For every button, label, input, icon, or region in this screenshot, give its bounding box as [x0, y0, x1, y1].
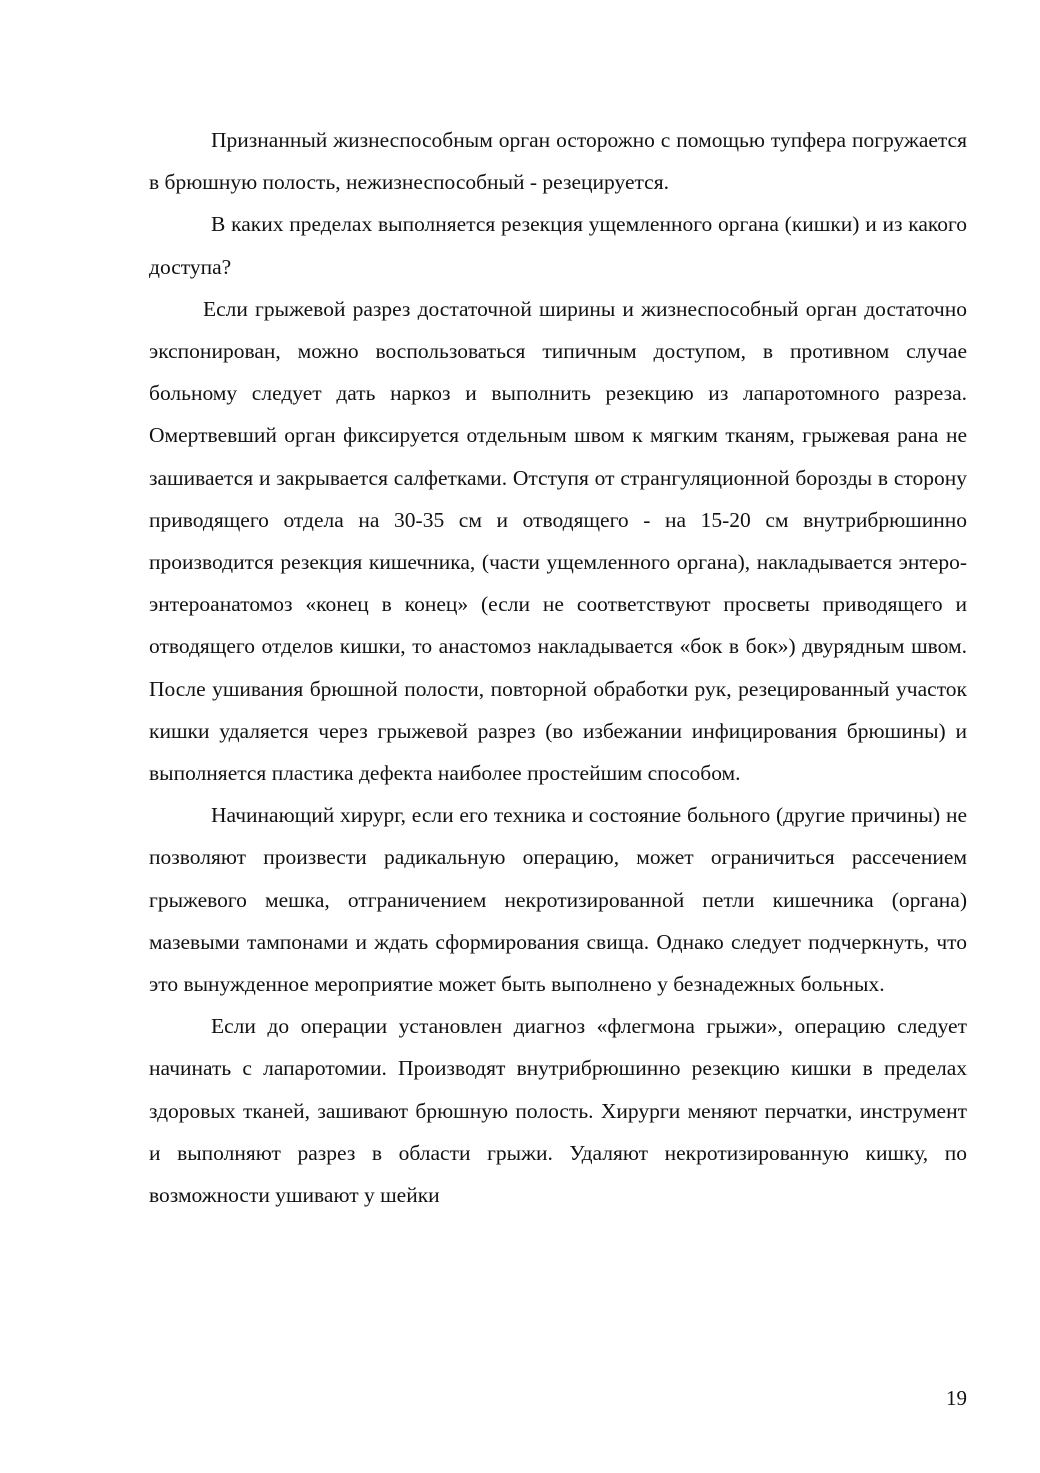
paragraph-hernia-phlegmon: Если до операции установлен диагноз «флегмона грыжи», операцию следует начинать с лапаротомии. Производят внутрибрюшинно резекцию кишки в пределах здоровых тканей, зашивают брюшную полость. Хирурги меняют перчатки, инструмент и выполняют разрез в области грыжи. Удаляют некротизированную кишку, по возможности ушивают у шейки: [149, 1014, 967, 1208]
paragraph-resection-technique: Если грыжевой разрез достаточной ширины и жизнеспособный орган достаточно экспонирован, можно воспользоваться типичным доступом, в противном случае больному следует дать наркоз и выполнить резекцию из лапаротомного разреза. Омертвевший орган фиксируется отдельным швом к мягким тканям, грыжевая рана не зашивается и закрывается салфетками. Отступя от странгуляционной борозды в сторону приводящего отдела на 30-35 см и отводящего - на 15-20 см внутрибрюшинно производится резекция кишечника, (части ущемленного органа), накладывается энтеро-энтероанатомоз «конец в конец» (если не соответствуют просветы приводящего и отводящего отделов кишки, то анастомоз накладывается «бок в бок») двурядным швом. После ушивания брюшной полости, повторной обработки рук, резецированный участок кишки удаляется через грыжевой разрез (во избежании инфицирования брюшины) и выполняется пластика дефекта наиболее простейшим способом.: [149, 296, 967, 786]
page-number: 19: [946, 1386, 967, 1410]
body-text: [149, 119, 967, 1216]
paragraph-viable-organ: Признанный жизнеспособным орган осторожно с помощью тупфера погружается в брюшную полость, нежизнеспособный - резецируется.: [149, 128, 967, 195]
paragraph-resection-question: В каких пределах выполняется резекция ущемленного органа (кишки) и из какого доступа?: [149, 212, 967, 279]
paragraph-novice-surgeon: Начинающий хирург, если его техника и состояние больного (другие причины) не позволяют произвести радикальную операцию, может ограничиться рассечением грыжевого мешка, отграничением некротизированной петли кишечника (органа) мазевыми тампонами и ждать сформирования свища. Однако следует подчеркнуть, что это вынужденное мероприятие может быть выполнено у безнадежных больных.: [149, 803, 967, 997]
